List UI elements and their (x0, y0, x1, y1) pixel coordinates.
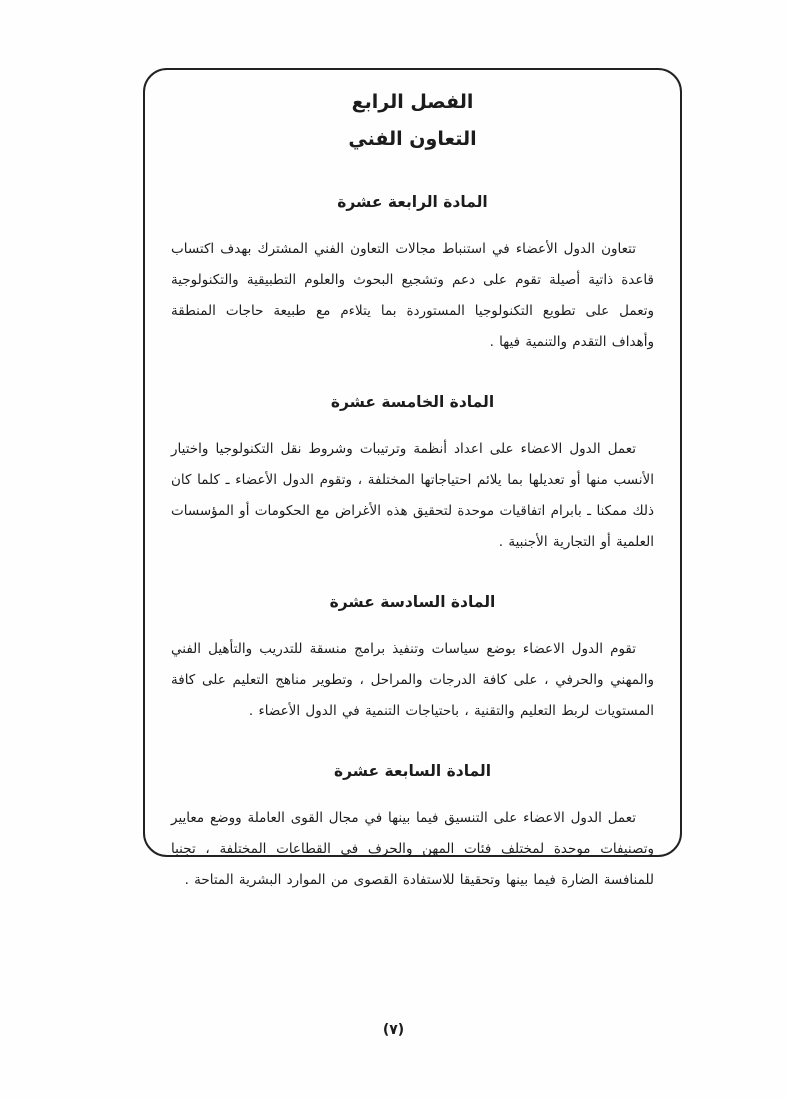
article-17-body: تعمل الدول الاعضاء على التنسيق فيما بينها في مجال القوى العاملة ووضع معايير وتصنيفات موحدة لمختلف فئات المهن والحرف في القطاعات المختلفة ، تجنبا للمنافسة الضارة فيما بينها وتحقيقا للاستفادة القصوى من الموارد البشرية المتاحة . (171, 810, 654, 888)
chapter-heading-block (171, 84, 654, 158)
article-14-heading: المادة الرابعة عشرة (337, 193, 488, 211)
article-14-section (171, 190, 654, 358)
chapter-title: الفصل الرابع (351, 91, 474, 113)
article-17-section (171, 759, 654, 896)
article-16-body: تقوم الدول الاعضاء بوضع سياسات وتنفيذ برامج منسقة للتدريب والتأهيل الفني والمهني والحرفي ، على كافة الدرجات والمراحل ، وتطوير مناهج التعليم على كافة المستويات لربط التعليم والتقنية ، باحتياجات التنمية في الدول الأعضاء . (171, 641, 654, 719)
article-14-body: تتعاون الدول الأعضاء في استنباط مجالات التعاون الفني المشترك بهدف اكتساب قاعدة ذاتية أصيلة تقوم على دعم وتشجيع البحوث والعلوم التطبيقية والتكنولوجية وتعمل على تطويع التكنولوجيا المستوردة بما يتلاءم مع طبيعة حاجات المنطقة وأهداف التقدم والتنمية فيها . (171, 241, 654, 350)
chapter-subtitle: التعاون الفني (348, 128, 477, 150)
article-15-heading: المادة الخامسة عشرة (330, 393, 495, 411)
article-15-section (171, 390, 654, 558)
article-16-section (171, 590, 654, 727)
page-number: (٧) (382, 1022, 405, 1038)
article-16-heading: المادة السادسة عشرة (329, 593, 496, 611)
article-15-body: تعمل الدول الاعضاء على اعداد أنظمة وترتيبات وشروط نقل التكنولوجيا واختيار الأنسب منها أو تعديلها بما يلائم احتياجاتها المختلفة ، وتقوم الدول الأعضاء ـ كلما كان ذلك ممكنا ـ بابرام اتفاقيات موحدة لتحقيق هذه الأغراض مع الحكومات أو المؤسسات العلمية أو التجارية الأجنبية . (171, 441, 654, 550)
article-17-heading: المادة السابعة عشرة (333, 762, 492, 780)
document-border-frame (143, 68, 682, 888)
